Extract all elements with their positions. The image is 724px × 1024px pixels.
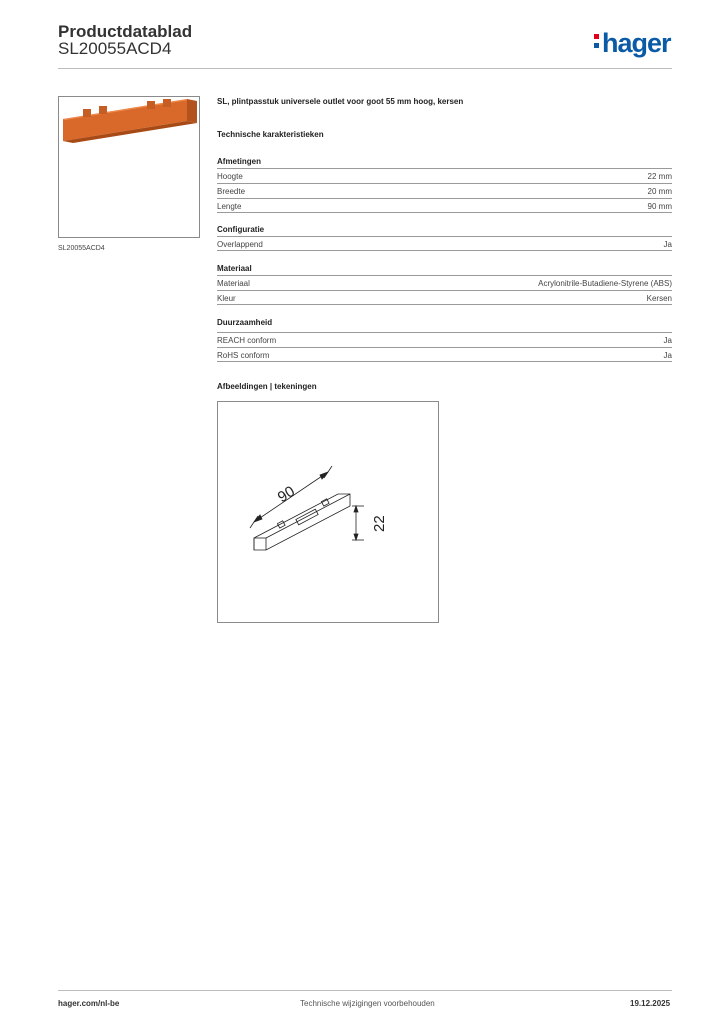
length-dimension-label: 90: [274, 482, 298, 507]
product-description: SL, plintpasstuk universele outlet voor goot 55 mm hoog, kersen: [217, 97, 464, 106]
spec-row: Hoogte 22 mm: [217, 168, 672, 183]
footer-date: 19.12.2025: [630, 999, 671, 1008]
header-divider: [58, 68, 672, 69]
group-title-materiaal: Materiaal: [217, 264, 252, 273]
height-dimension-label: 22: [371, 515, 388, 532]
spec-row: Breedte 20 mm: [217, 183, 672, 198]
footer-website-link[interactable]: hager.com/nl-be: [58, 999, 120, 1008]
page-title: Productdatablad: [58, 22, 193, 41]
product-image: [59, 97, 199, 237]
brand-logo: [594, 28, 671, 59]
spec-row: Materiaal Acrylonitrile-Butadiene-Styrene (ABS): [217, 275, 672, 290]
spec-row: Lengte 90 mm: [217, 198, 672, 213]
technical-drawing: [218, 402, 438, 622]
spec-row: RoHS conform Ja: [217, 347, 672, 362]
spec-row: Kleur Kersen: [217, 290, 672, 305]
product-code: SL20055ACD4: [58, 39, 172, 58]
spec-heading: Technische karakteristieken: [217, 130, 324, 139]
drawings-heading: Afbeeldingen | tekeningen: [217, 382, 317, 391]
spec-row: REACH conform Ja: [217, 332, 672, 347]
product-image-caption: SL20055ACD4: [58, 245, 105, 252]
footer-disclaimer: Technische wijzigingen voorbehouden: [300, 999, 435, 1008]
group-title-duurzaamheid: Duurzaamheid: [217, 318, 273, 327]
brand-name: hager: [602, 28, 671, 58]
spec-row: Overlappend Ja: [217, 236, 672, 251]
logo-dots-icon: [594, 34, 600, 52]
product-image-frame: [58, 96, 200, 238]
group-title-afmetingen: Afmetingen: [217, 157, 261, 166]
technical-drawing-frame: [217, 401, 439, 623]
footer-divider: [58, 990, 672, 991]
group-title-configuratie: Configuratie: [217, 225, 265, 234]
